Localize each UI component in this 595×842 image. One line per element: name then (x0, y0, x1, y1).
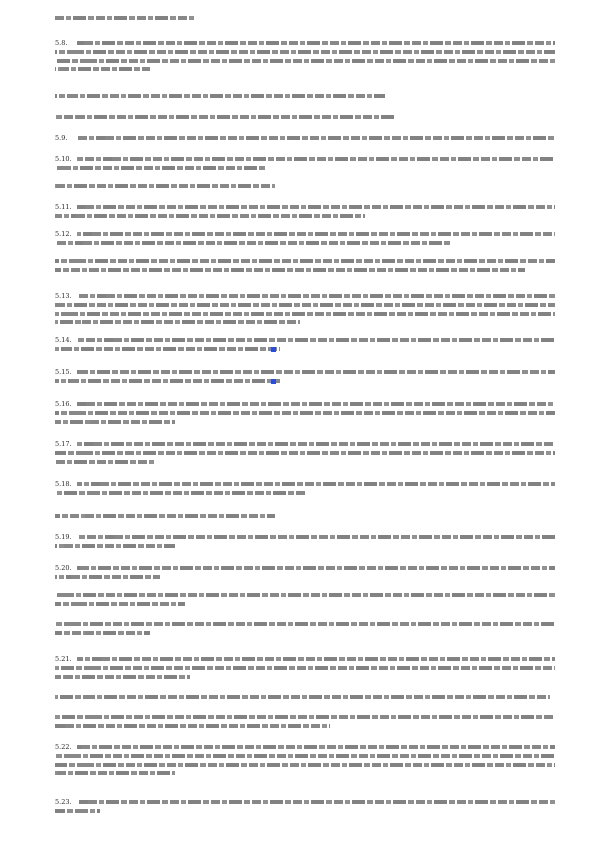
text-line (77, 136, 555, 140)
text-line (77, 232, 555, 236)
paragraph-number: 5.10. (55, 155, 72, 163)
paragraph (55, 232, 555, 250)
text-line (77, 157, 555, 161)
text-line (77, 535, 555, 539)
paragraph (55, 402, 555, 428)
paragraph-number: 5.20. (55, 564, 72, 572)
text-line (55, 451, 555, 455)
paragraph (55, 136, 555, 145)
text-line (77, 402, 555, 406)
paragraph (55, 338, 555, 356)
text-line (55, 16, 195, 20)
text-line (55, 763, 555, 767)
paragraph-number: 5.16. (55, 400, 72, 408)
paragraph (55, 566, 555, 584)
text-line (77, 657, 555, 661)
text-line (55, 754, 555, 758)
text-line (55, 320, 300, 324)
text-line (55, 724, 330, 728)
text-line (77, 745, 555, 749)
paragraph-number: 5.21. (55, 655, 72, 663)
text-line (55, 115, 395, 119)
paragraph (55, 184, 555, 193)
paragraph-number: 5.22. (55, 743, 72, 751)
text-line (77, 442, 555, 446)
paragraph-number: 5.8. (55, 39, 68, 47)
text-line (55, 809, 100, 813)
paragraph-number: 5.11. (55, 203, 72, 211)
paragraph-number: 5.14. (55, 336, 72, 344)
appendix-table-link[interactable] (271, 347, 276, 351)
paragraph (55, 695, 555, 704)
paragraph (55, 94, 555, 103)
paragraph (55, 800, 555, 818)
text-line (55, 460, 155, 464)
text-line (55, 695, 550, 699)
paragraph (55, 593, 555, 611)
paragraph-number: 5.15. (55, 368, 72, 376)
paragraph (55, 370, 555, 388)
text-line (55, 312, 555, 316)
text-line (55, 666, 555, 670)
paragraph-number: 5.18. (55, 480, 72, 488)
text-line (55, 259, 555, 263)
paragraph-number: 5.23. (55, 798, 72, 806)
text-line (55, 59, 555, 63)
paragraph-number: 5.19. (55, 533, 72, 541)
appendix-table-link[interactable] (271, 379, 276, 383)
paragraph (55, 482, 555, 500)
paragraph (55, 535, 555, 553)
text-line (55, 411, 555, 415)
text-line (55, 303, 555, 307)
text-line (77, 800, 555, 804)
text-line (55, 622, 555, 626)
paragraph (55, 622, 555, 640)
paragraph-number: 5.9. (55, 134, 68, 142)
paragraph (55, 514, 555, 523)
text-line (55, 544, 175, 548)
text-line (55, 771, 175, 775)
paragraph (55, 657, 555, 683)
text-line (77, 294, 555, 298)
text-line (77, 566, 555, 570)
text-line (55, 184, 275, 188)
text-line (55, 593, 555, 597)
paragraph (55, 115, 555, 124)
text-line (55, 166, 265, 170)
text-line (55, 602, 185, 606)
paragraph (55, 157, 555, 175)
text-line (55, 379, 280, 383)
text-line (55, 675, 190, 679)
paragraph (55, 745, 555, 780)
text-line (55, 347, 280, 351)
paragraph (55, 259, 555, 277)
text-line (55, 715, 555, 719)
text-line (55, 67, 150, 71)
paragraph (55, 205, 555, 223)
text-line (55, 214, 365, 218)
text-line (77, 338, 555, 342)
text-line (55, 514, 275, 518)
paragraph (55, 294, 555, 329)
text-line (77, 370, 555, 374)
paragraph-number: 5.17. (55, 440, 72, 448)
text-line (77, 482, 555, 486)
paragraph (55, 442, 555, 468)
text-line (55, 50, 555, 54)
text-line (55, 241, 450, 245)
text-line (55, 94, 385, 98)
text-line (77, 205, 555, 209)
text-line (55, 631, 150, 635)
paragraph (55, 16, 555, 25)
paragraph (55, 715, 555, 733)
paragraph-number: 5.12. (55, 230, 72, 238)
text-line (55, 420, 175, 424)
paragraph-number: 5.13. (55, 292, 72, 300)
text-line (55, 268, 525, 272)
paragraph (55, 41, 555, 76)
text-line (77, 41, 555, 45)
text-line (55, 575, 160, 579)
text-line (55, 491, 305, 495)
